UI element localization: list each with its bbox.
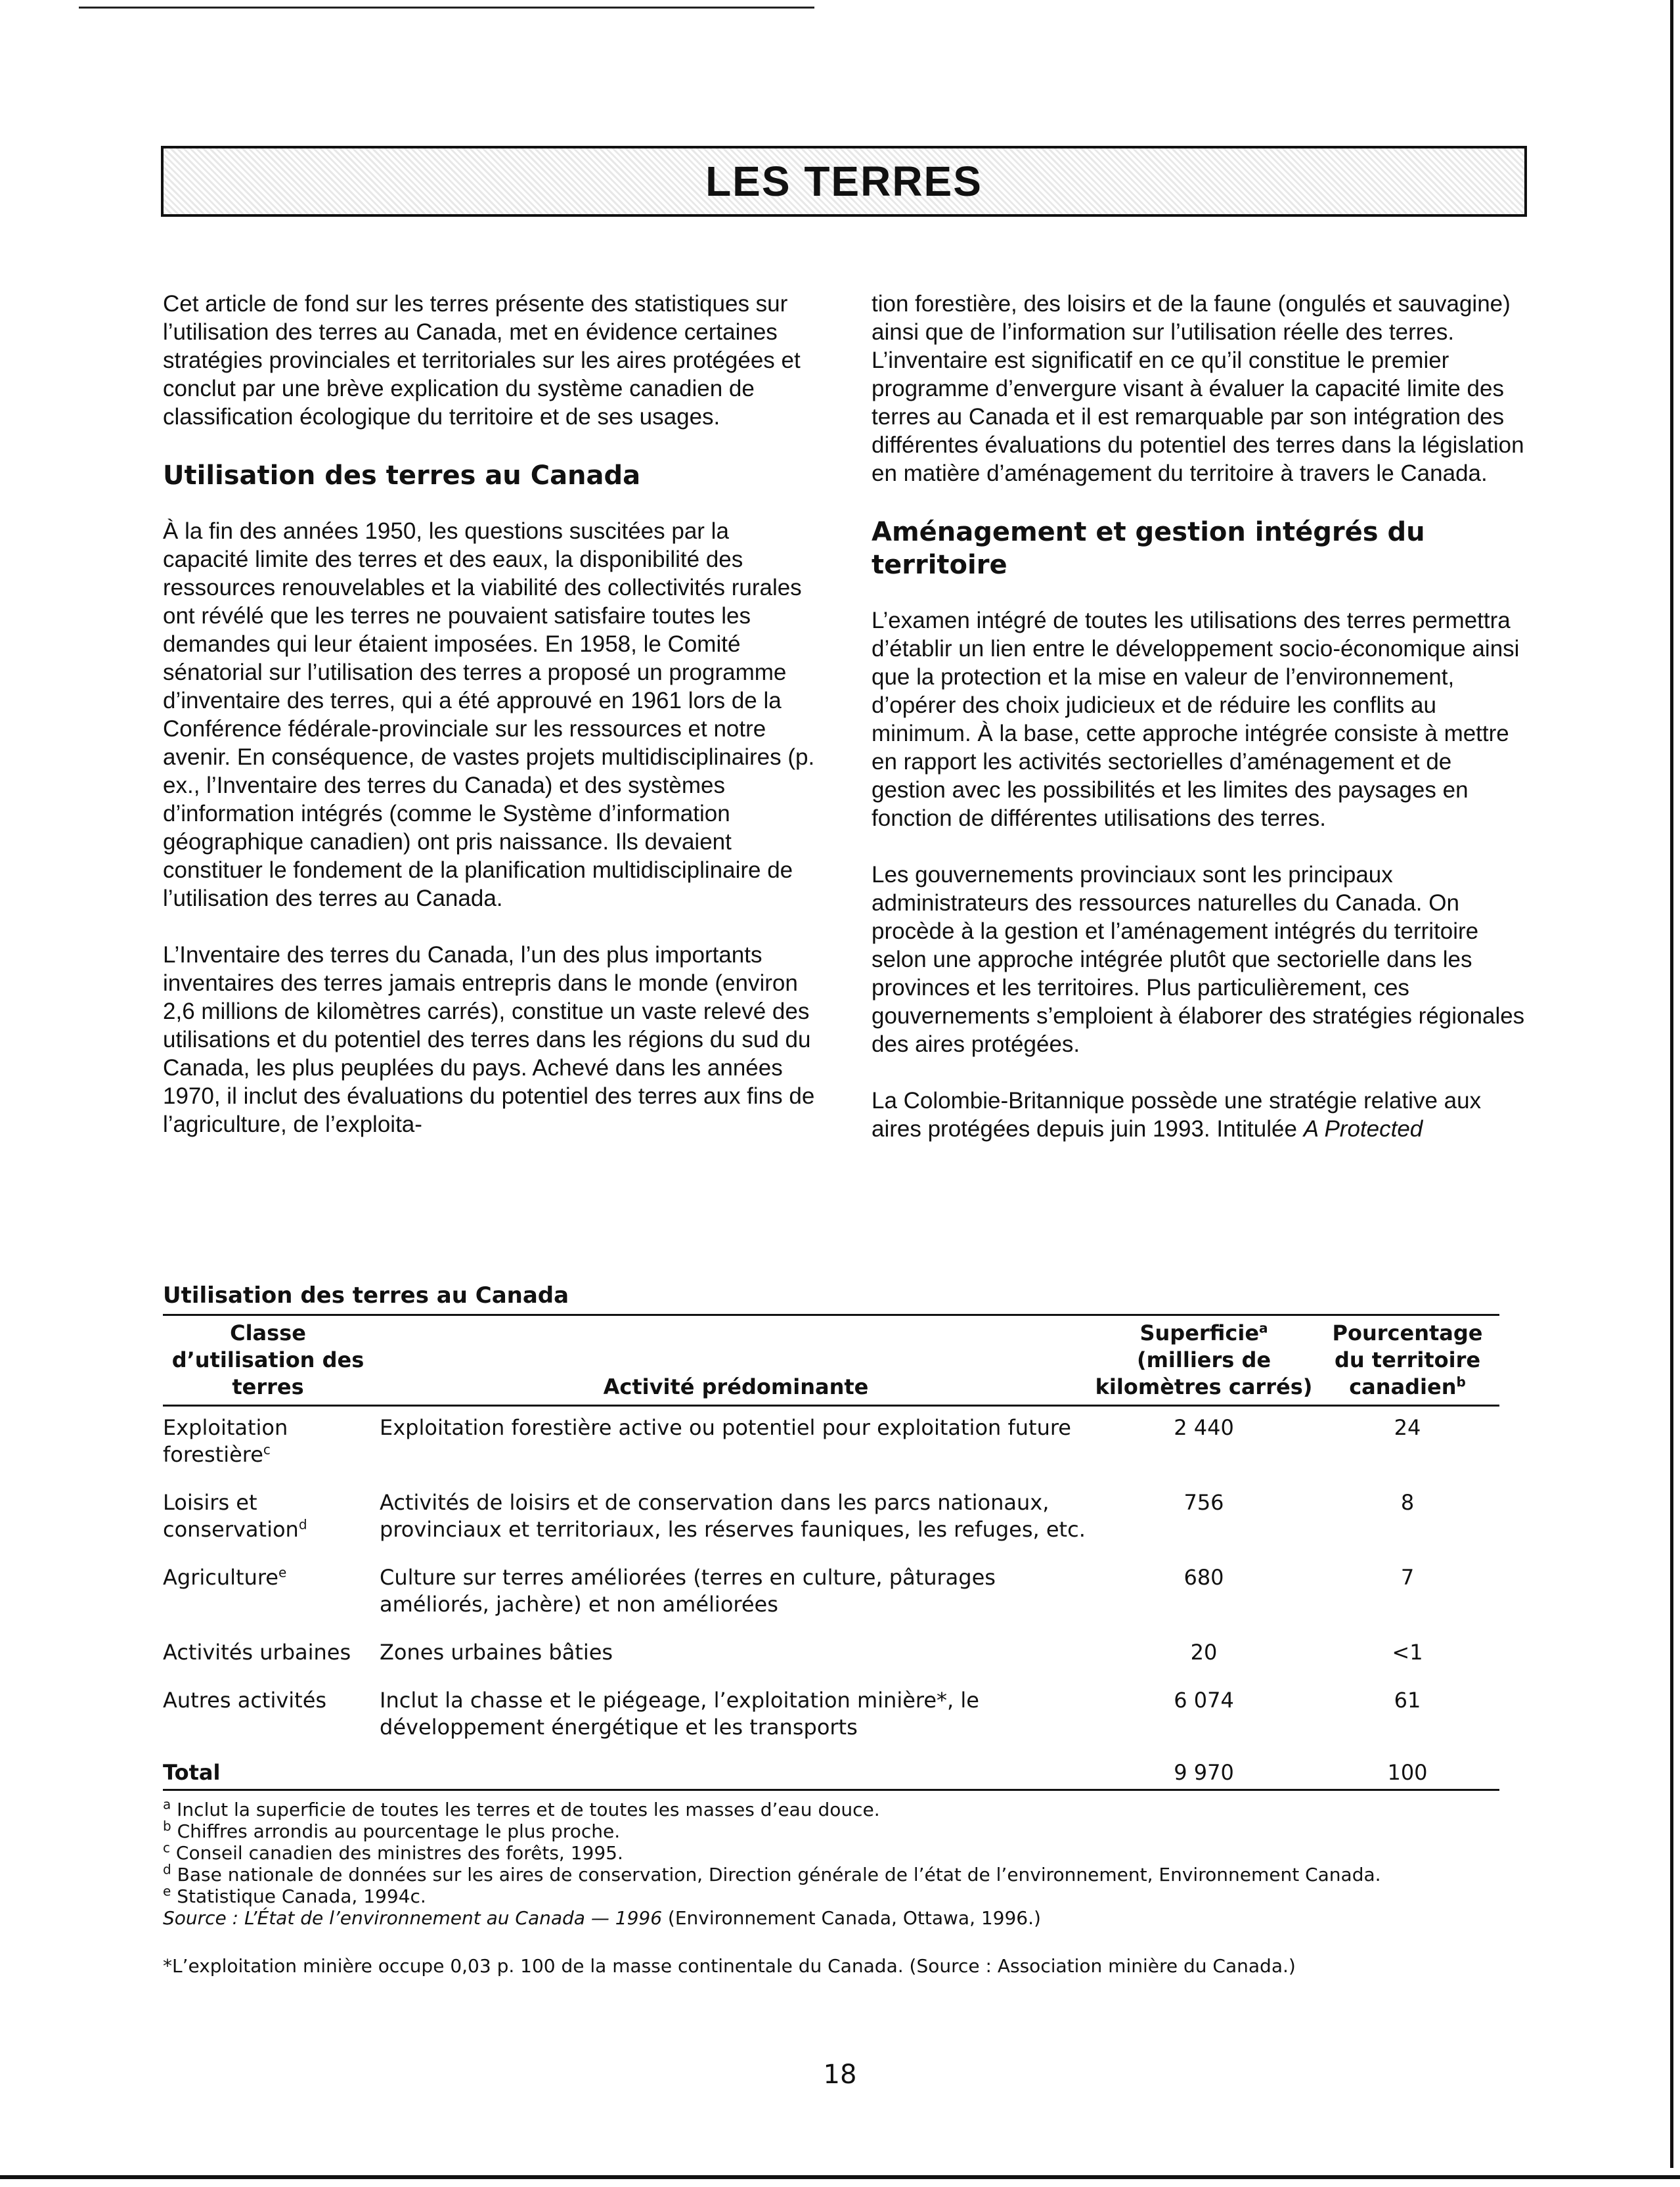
footnote-text: Statistique Canada, 1994c. <box>177 1885 426 1907</box>
row-area: 6 074 <box>1174 1688 1234 1713</box>
row-percent: 24 <box>1394 1415 1421 1440</box>
paragraph: L’examen intégré de toutes les utilisations des terres permettra d’établir un lien entre le développement socio-économique ainsi que la protection et la mise en valeur de l’environnement, d’opérer des choix judicieux et de réduire les conflits au minimum. À la base, cette approche intégrée consiste à mettre en rapport les activités sectorielles d’aménagement et de gestion avec les possibilités et les limites des paysages en fonction de différentes utilisations des terres. <box>872 608 1520 831</box>
scan-border-top <box>79 7 814 9</box>
footnote <box>163 1820 1499 1842</box>
row-percent: 7 <box>1400 1565 1415 1590</box>
row-percent: 61 <box>1394 1688 1421 1713</box>
table-row <box>163 1483 1499 1558</box>
table-header-row <box>163 1315 1499 1406</box>
footnote-mark: d <box>298 1516 307 1533</box>
source-note <box>163 1907 1499 1929</box>
section-heading-amenagement: Aménagement et gestion intégrés du territoire <box>872 517 1425 580</box>
row-area: 20 <box>1190 1640 1218 1665</box>
row-class-label: Agriculture <box>163 1565 278 1590</box>
row-class <box>163 1558 373 1633</box>
title-banner <box>161 146 1527 217</box>
row-activity: Activités de loisirs et de conservation dans les parcs nationaux, provinciaux et territoriaux, les réserves fauniques, les refuges, etc. <box>380 1490 1086 1542</box>
row-area: 2 440 <box>1174 1415 1234 1440</box>
page-title: LES TERRES <box>705 158 983 205</box>
table-row <box>163 1680 1499 1755</box>
table-row <box>163 1406 1499 1483</box>
land-use-table <box>163 1314 1499 1791</box>
paragraph <box>872 1087 1528 1143</box>
header-activity: Activité prédominante <box>373 1315 1092 1406</box>
total-area: 9 970 <box>1092 1755 1315 1790</box>
scan-border-right <box>1670 0 1673 2168</box>
footnote <box>163 1839 1499 1864</box>
footnote-mark: c <box>263 1441 271 1458</box>
footnote <box>163 1796 1499 1820</box>
intro-paragraph: Cet article de fond sur les terres présente des statistiques sur l’utilisation des terres au Canada, met en évidence certaines stratégies provinciales et territoriales sur les aires protégées et conclut par une brève explication du système canadien de classification écologique du territoire et de ses usages. <box>163 291 801 430</box>
row-activity: Exploitation forestière active ou potentiel pour exploitation future <box>380 1415 1071 1440</box>
left-column <box>163 290 820 1167</box>
page-number: 18 <box>823 2060 857 2090</box>
source-details: (Environnement Canada, Ottawa, 1996.) <box>667 1907 1041 1929</box>
footnote-mark: d <box>163 1861 171 1878</box>
footnote-mark: e <box>163 1883 171 1899</box>
footnote-text: Inclut la superficie de toutes les terres et de toutes les masses d’eau douce. <box>177 1799 880 1820</box>
row-percent: <1 <box>1392 1640 1423 1665</box>
table-total-row <box>163 1755 1499 1790</box>
row-class-label: Activités urbaines <box>163 1640 351 1665</box>
total-label: Total <box>163 1755 373 1790</box>
paragraph-text: La Colombie-Britannique possède une stratégie relative aux aires protégées depuis juin 1993. Intitulée <box>872 1088 1482 1142</box>
header-percent-label: Pourcentage du territoire canadien <box>1332 1320 1483 1399</box>
land-use-table-section <box>163 1281 1499 1977</box>
row-class <box>163 1680 373 1755</box>
table-title: Utilisation des terres au Canada <box>163 1282 569 1309</box>
header-percent <box>1315 1315 1499 1406</box>
source-title: L’État de l’environnement au Canada — 1996 <box>244 1907 663 1929</box>
header-area-label: Superficie <box>1139 1320 1260 1345</box>
header-area <box>1092 1315 1315 1406</box>
row-activity: Culture sur terres améliorées (terres en culture, pâturages améliorés, jachère) et non améliorées <box>380 1565 996 1617</box>
row-percent: 8 <box>1400 1490 1415 1515</box>
footnote-mark: b <box>1456 1374 1466 1390</box>
header-area-unit: (milliers de kilomètres carrés) <box>1095 1347 1313 1399</box>
row-activity: Zones urbaines bâties <box>380 1640 613 1665</box>
italic-title: A Protected <box>1303 1116 1423 1142</box>
footnote-mark: c <box>163 1839 170 1856</box>
row-activity: Inclut la chasse et le piégeage, l’exploitation minière*, le développement énergétique et les transports <box>380 1688 979 1740</box>
row-area: 680 <box>1183 1565 1224 1590</box>
row-class-label: Loisirs et conservation <box>163 1490 299 1542</box>
header-class: Classe d’utilisation des terres <box>163 1315 373 1406</box>
footnote-mark: b <box>163 1818 171 1834</box>
mining-footnote: *L’exploitation minière occupe 0,03 p. 100 de la masse continentale du Canada. (Source : Association minière du Canada.) <box>163 1955 1296 1977</box>
row-class-label: Autres activités <box>163 1688 327 1713</box>
section-heading-utilisation: Utilisation des terres au Canada <box>163 461 641 491</box>
footnote-text: Chiffres arrondis au pourcentage le plus proche. <box>177 1820 621 1842</box>
table-row <box>163 1558 1499 1633</box>
footnote <box>163 1885 1499 1907</box>
source-label: Source : <box>163 1907 239 1929</box>
paragraph: L’Inventaire des terres du Canada, l’un des plus importants inventaires des terres jamais entrepris dans le monde (environ 2,6 millions de kilomètres carrés), constitue un vaste relevé des utilisations et du potentiel des terres dans les régions du sud du Canada, les plus peuplées du pays. Achevé dans les années 1970, il inclut des évaluations du potentiel des terres aux fins de l’agriculture, de l’exploita- <box>163 942 815 1137</box>
table-row <box>163 1633 1499 1680</box>
total-activity <box>373 1755 1092 1790</box>
paragraph: À la fin des années 1950, les questions suscitées par la capacité limite des terres et des eaux, la disponibilité des ressources renouvelables et la viabilité des collectivités rurales ont révélé que les terres ne pouvaient satisfaire toutes les demandes qui leur étaient imposées. En 1958, le Comité sénatorial sur l’utilisation des terres a proposé un programme d’inventaire des terres, qui a été approuvé en 1961 lors de la Conférence fédérale-provinciale sur les ressources et notre avenir. En conséquence, de vastes projets multidisciplinaires (p. ex., l’Inventaire des terres du Canada) et des systèmes d’information intégrés (comme le Système d’information géographique canadien) ont pris naissance. Ils devaient constituer le fondement de la planification multidisciplinaire de l’utilisation des terres au Canada. <box>163 518 815 911</box>
footnote <box>163 1861 1499 1885</box>
footnote-mark: a <box>1259 1320 1268 1336</box>
scan-border-bottom <box>0 2175 1680 2179</box>
row-class <box>163 1633 373 1680</box>
right-column <box>872 290 1528 1171</box>
table-footnotes <box>163 1796 1499 1929</box>
footnote-text: Conseil canadien des ministres des forêts, 1995. <box>175 1842 623 1864</box>
paragraph: tion forestière, des loisirs et de la faune (ongulés et sauvagine) ainsi que de l’information sur l’utilisation réelle des terres. L’inventaire est significatif en ce qu’il constitue le premier programme d’envergure visant à évaluer la capacité limite des terres au Canada et il est remarquable par son intégration des différentes évaluations du potentiel des terres dans la législation en matière d’aménagement du territoire à travers le Canada. <box>872 291 1524 486</box>
footnote-mark: e <box>278 1564 287 1581</box>
footnote-text: Base nationale de données sur les aires de conservation, Direction générale de l’état de l’environnement, Environnement Canada. <box>177 1864 1381 1885</box>
row-class <box>163 1483 373 1558</box>
total-percent: 100 <box>1315 1755 1499 1790</box>
footnote-mark: a <box>163 1796 171 1813</box>
paragraph: Les gouvernements provinciaux sont les principaux administrateurs des ressources naturelles du Canada. On procède à la gestion et l’aménagement intégrés du territoire selon une approche intégrée plutôt que sectorielle dans les provinces et les territoires. Plus particulièrement, ces gouvernements s’emploient à élaborer des stratégies régionales des aires protégées. <box>872 862 1525 1057</box>
row-class <box>163 1406 373 1483</box>
row-area: 756 <box>1183 1490 1224 1515</box>
row-class-label: Exploitation forestière <box>163 1415 288 1467</box>
